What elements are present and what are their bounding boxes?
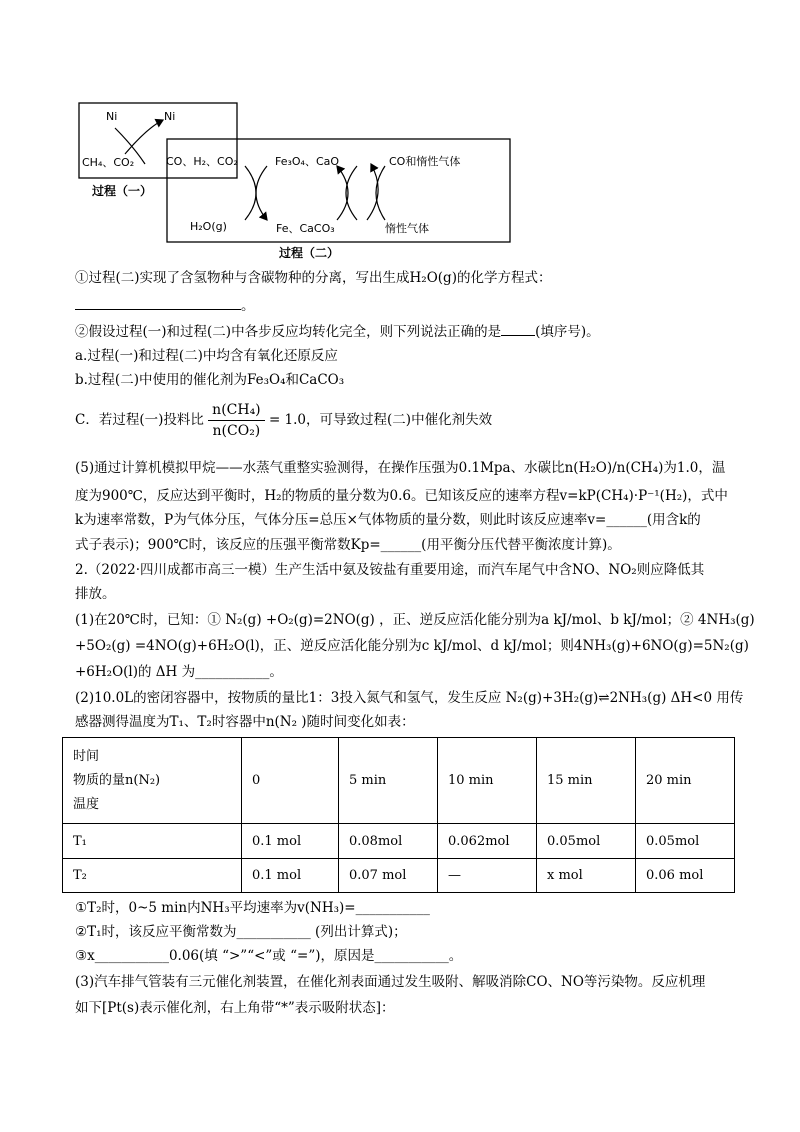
after-a4: (3)汽车排气管装有三元催化剂装置，在催化剂表面通过发生吸附、解吸消除CO、NO等污染物。反应机理 [75, 974, 706, 990]
row-label: T₂ [63, 859, 242, 893]
q2-option-c-post: ，可导致过程(二)中催化剂失效 [306, 412, 493, 428]
col-header: 0 [242, 738, 339, 824]
header-time: 时间 [73, 748, 100, 764]
q5-line4: 式子表示)；900℃时，该反应的压强平衡常数Kp=______(用平衡分压代替平衡浓度计算)。 [75, 537, 621, 553]
q5-line2: 度为900℃，反应达到平衡时，H₂的物质的量分数为0.6。已知该反应的速率方程v=kP(CH₄)·P⁻¹(H₂)，式中 [75, 488, 728, 504]
q2-option-b: b.过程(二)中使用的催化剂为Fe₃O₄和CaCO₃ [75, 372, 345, 388]
p2-heading-line2: 排放。 [75, 586, 116, 602]
diagram-h2o-g: H₂O(g) [190, 220, 227, 233]
n2-time-table [62, 737, 735, 893]
q1-line2-end: 。 [241, 298, 255, 314]
table-cell: 0.08mol [339, 824, 438, 859]
diagram-ni-right: Ni [164, 110, 176, 123]
table-cell: x mol [537, 859, 636, 893]
diagram-fe3o4-cao: Fe₃O₄、CaO [275, 155, 340, 168]
cycle-arrow-far [376, 166, 385, 220]
q2-option-a: a.过程(一)和过程(二)中均含有氧化还原反应 [75, 348, 338, 364]
diagram-fe-caco3: Fe、CaCO₃ [276, 222, 335, 235]
table-header-row [63, 738, 735, 824]
header-temp: 温度 [73, 796, 100, 812]
cycle-arrow-left [256, 166, 267, 220]
ratio-fraction [208, 400, 264, 441]
reaction-diagram [75, 98, 515, 264]
q2-tail: (填序号)。 [535, 324, 600, 340]
after-a1: ①T₂时，0~5 min内NH₃平均速率为v(NH₃)=___________ [75, 900, 430, 916]
q5-line1: (5)通过计算机模拟甲烷——水蒸气重整实验测得，在操作压强为0.1Mpa、水碳比n(H₂O)/n(CH₄)为1.0，温 [75, 460, 726, 476]
diagram-ni-left: Ni [106, 110, 118, 123]
table-cell: 0.062mol [438, 824, 537, 859]
diagram-inert-gas: 惰性气体 [385, 222, 429, 235]
diagram-co-h2-co2: CO、H₂、CO₂ [166, 155, 238, 168]
row-label: T₁ [63, 824, 242, 859]
q2-answer-blank[interactable] [501, 334, 535, 336]
q2-text: ②假设过程(一)和过程(二)中各步反应均转化完全，则下列说法正确的是 [75, 324, 502, 340]
q2-option-c [75, 398, 492, 442]
p2-s1-line1: (1)在20℃时，已知：① N₂(g) +O₂(g)=2NO(g) ，正、逆反应活化能分别为a kJ/mol、b kJ/mol；② 4NH₃(g) [75, 612, 755, 628]
q1-answer-blank[interactable] [75, 308, 241, 310]
diagram-process1-label: 过程（一） [92, 184, 153, 198]
q1-line2 [75, 296, 255, 316]
table-cell: 0.05mol [537, 824, 636, 859]
p2-s1-line3: +6H₂O(l)的 ΔH 为___________。 [75, 664, 283, 680]
p2-s2-line1: (2)10.0L的密闭容器中，按物质的量比1：3投入氮气和氢气，发生反应 N₂(g)+3H₂(g)⇌2NH₃(g) ΔH<0 用传 [75, 690, 744, 706]
col-header: 15 min [537, 738, 636, 824]
ratio-denominator: n(CO₂) [212, 423, 261, 439]
ratio-numerator: n(CH₄) [208, 400, 264, 421]
q2-option-c-pre: C．若过程(一)投料比 [75, 412, 204, 428]
col-header: 20 min [636, 738, 735, 824]
header-amount: 物质的量n(N₂) [73, 772, 161, 788]
diagram-ch4-co2: CH₄、CO₂ [82, 156, 135, 169]
table-row [63, 859, 735, 893]
table-cell: 0.1 mol [242, 859, 339, 893]
table-cell: 0.07 mol [339, 859, 438, 893]
table-row [63, 824, 735, 859]
ratio-value: = 1.0 [268, 412, 307, 428]
diagram-process2-label: 过程（二） [279, 246, 340, 260]
p2-s1-line2: +5O₂(g) =4NO(g)+6H₂O(l)，正、逆反应活化能分别为c kJ/mol、d kJ/mol；则4NH₃(g)+6NO(g)=5N₂(g) [75, 638, 749, 654]
table-cell: 0.06 mol [636, 859, 735, 893]
p2-heading-line1: 2.（2022·四川成都市高三一模）生产生活中氨及铵盐有重要用途，而汽车尾气中含NO、NO₂则应降低其 [75, 562, 705, 578]
p2-s2-line2: 感器测得温度为T₁、T₂时容器中n(N₂ )随时间变化如表： [75, 714, 415, 730]
table-header-corner [63, 738, 242, 824]
q1-line1: ①过程(二)实现了含氢物种与含碳物种的分离，写出生成H₂O(g)的化学方程式： [75, 270, 552, 286]
table-cell: — [438, 859, 537, 893]
after-a2: ②T₁时，该反应平衡常数为___________ (列出计算式)； [75, 924, 407, 940]
table-cell: 0.05mol [636, 824, 735, 859]
table-cell: 0.1 mol [242, 824, 339, 859]
after-a5: 如下[Pt(s)表示催化剂，右上角带“*”表示吸附状态]： [75, 1000, 395, 1016]
after-a3: ③x___________0.06(填 “>”“<”或 “=”)，原因是___________。 [75, 948, 463, 964]
col-header: 10 min [438, 738, 537, 824]
q5-line3: k为速率常数，P为气体分压，气体分压=总压×气体物质的量分数，则此时该反应速率v=______(用含k的 [75, 512, 701, 528]
diagram-co-inert: CO和惰性气体 [389, 155, 461, 168]
col-header: 5 min [339, 738, 438, 824]
q2-line [75, 322, 600, 342]
